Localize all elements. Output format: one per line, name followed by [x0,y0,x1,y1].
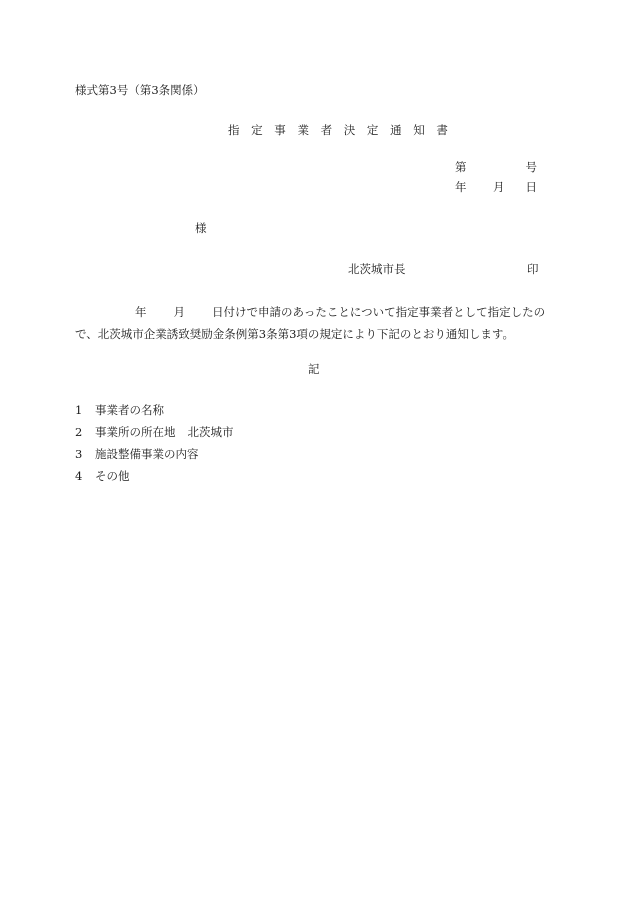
recipient-honorific: 様 [195,221,207,235]
document-title: 指 定 事 業 者 決 定 通 知 書 [228,123,452,137]
list-item [75,448,234,470]
item-number: 3 [75,447,83,461]
item-label: 施設整備事業の内容 [95,447,199,461]
form-number: 様式第3号（第3条関係） [75,83,205,97]
number-prefix: 第 [455,160,467,174]
date-day: 日 [525,180,537,194]
date-month: 月 [493,180,505,194]
body-paragraph [75,301,555,345]
item-list [75,404,234,492]
item-number: 1 [75,403,83,417]
item-number: 2 [75,425,83,439]
ki-heading: 記 [308,362,320,376]
body-year: 年 [135,305,147,319]
number-suffix: 号 [525,160,537,174]
list-item [75,426,234,448]
item-label: 事業所の所在地 [95,425,176,439]
body-line-2: で、北茨城市企業誘致奨励金条例第3条第3項の規定により下記のとおり通知します。 [75,327,514,341]
item-label: その他 [95,469,130,483]
seal-mark: 印 [527,262,539,276]
list-item [75,404,234,426]
date-year: 年 [455,180,467,194]
item-label: 事業者の名称 [95,403,164,417]
body-line-1 [75,301,555,323]
item-number: 4 [75,469,83,483]
body-month: 月 [173,305,185,319]
issuer-name: 北茨城市長 [348,262,406,276]
list-item [75,470,234,492]
body-line-1-text: 日付けで申請のあったことについて指定事業者として指定したの [212,305,546,319]
item-value: 北茨城市 [187,425,234,439]
